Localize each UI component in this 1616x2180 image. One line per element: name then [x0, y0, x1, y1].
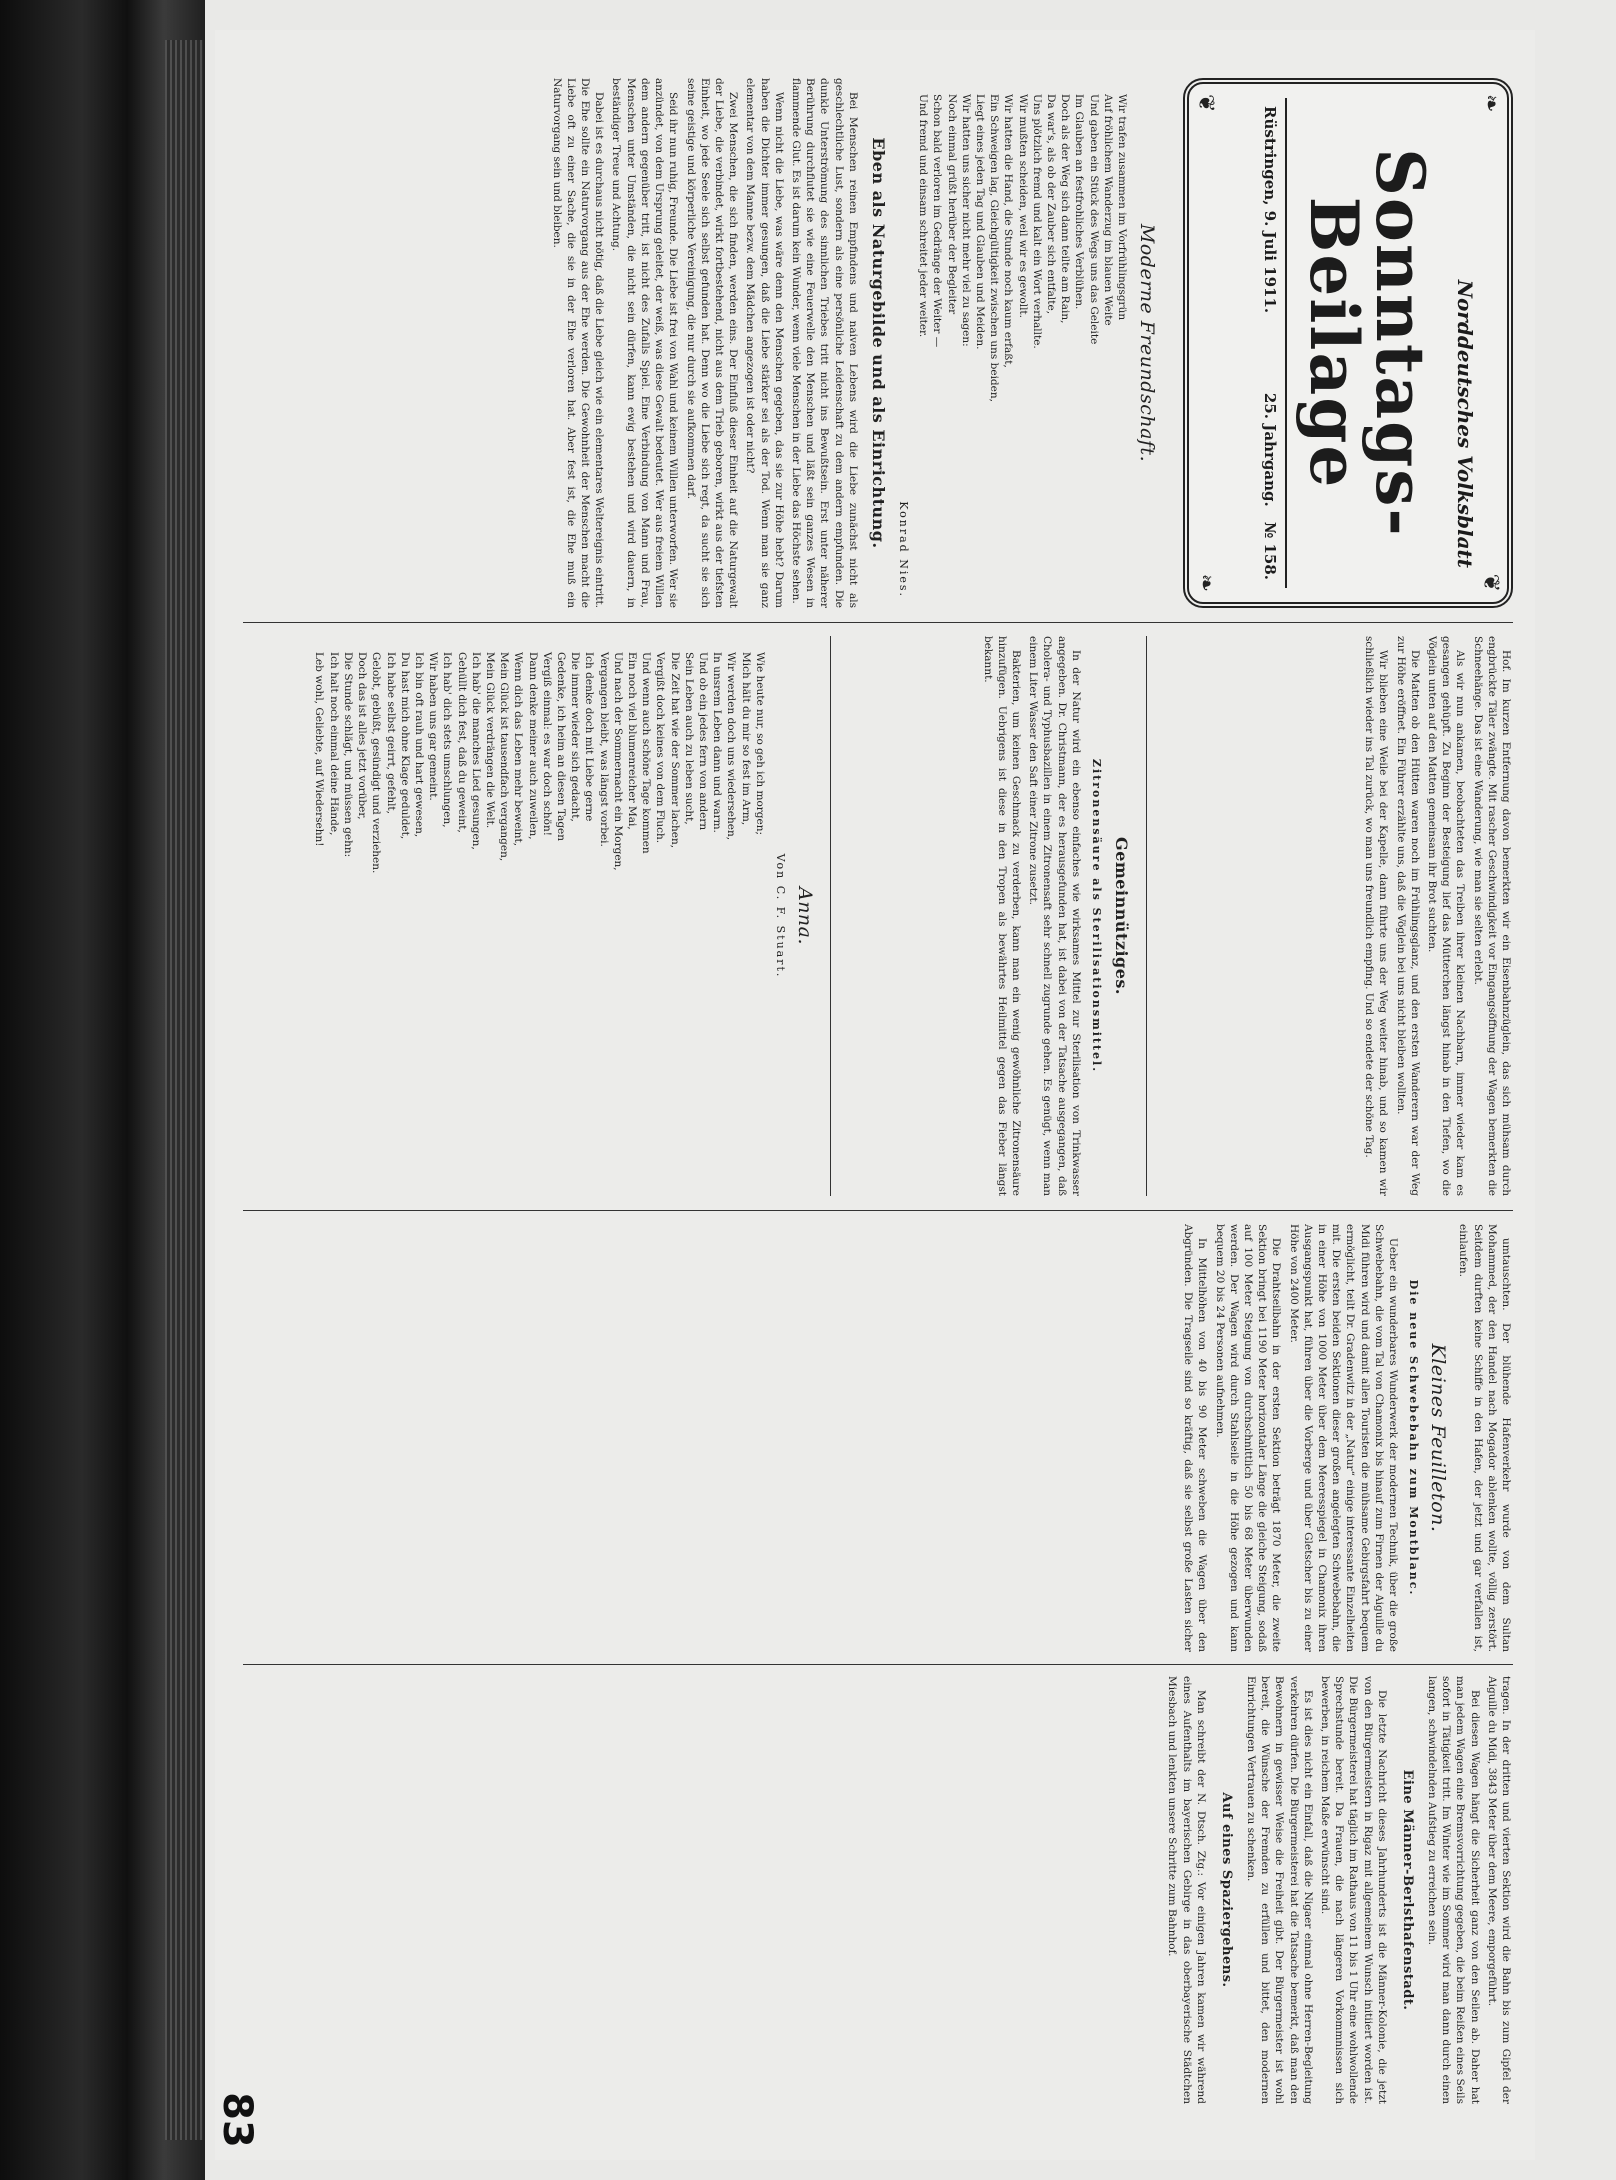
article-body — [1244, 1676, 1389, 2104]
section-divider — [830, 636, 831, 1196]
paragraph: Es ist dies nicht ein Einfall, daß die Nigaer einmal ohne Herren-Begleitung verkehren dürfen. Die Bürgermeisterei hat die Tatsache bemerkt, daß man den Bewohnern in gewisser Weise die Freiheit gibt. Der Bürgermeister ist wohl bereit, die Wünsche der Fremden zu erfüllen und bittet, den modernen Einrichtungen Vertrauen zu schenken. — [1244, 1676, 1314, 2104]
masthead — [1183, 78, 1513, 608]
poem-line: Die Zeit hat wie der Sommer lachen, — [668, 652, 681, 849]
poem-line: Gelobt, gebüßt, gesündigt und verziehen. — [370, 652, 383, 874]
paragraph: Seid ihr nun ruhig, Freunde. Die Liebe ist frei von Wahl und keinem Willen unterworfen. Wer sie anzündet, von dem Ursprung geleitet, der weiß, was diese Gewalt bedeutet. Wer aus freiem Willen dem andern gegenüber tritt, ist nicht des Zufalls Spiel. Eine Verbindung von Mann und Frau, Menschen unter Umständen, die nicht sein dürfen, kann ewig bestehen und wird dauern, in beständiger Treue und Achtung. — [610, 78, 680, 608]
paragraph: Die letzte Nachricht dieses Jahrhunderts ist die Männer-Kolonie, die jetzt von den Bürgermeistern in Rigaz mit allgemeinem Wunsch initiiert worden ist. Die Bürgermeisterei hat täglich im Rathaus von 11 bis 1 Uhr eine wohlwollende Sprechstunde bereit. Da Frauen, die nach längeren Vorkommnissen sich bewerben, in reichem Maße erwünscht sind. — [1318, 1676, 1388, 2104]
poem-author: Konrad Nies. — [896, 501, 910, 598]
poem-line: Ich halt noch einmal deine Hände, — [327, 652, 340, 836]
poem-line: Und gaben ein Stück des Wegs uns das Geleite — [1087, 94, 1100, 345]
paragraph: Dabei ist es durchaus nicht nötig, daß die Liebe gleich wie ein elementares Weltereignis eintritt. Die Ehe sollte ein Naturvorgang aus der Ehe werden. Die Gewohnheit der Menschen macht die Liebe oft zu einer Sache, die sie in der Ehe verloren hat. Aber fest ist, die Ehe muß ein Naturvorgang sein und bleiben. — [550, 78, 606, 608]
poem-line: Gehüllt dich fest, daß du geweint, — [455, 652, 468, 833]
article-title: Eine Männer-Berlsthafenstadt. — [1399, 1769, 1415, 2011]
poem-line: Vergißt doch keines von dem Fluch. — [654, 652, 667, 844]
poem-line: Sein Leben auch zu leben sucht, — [682, 652, 695, 825]
poem-line: Wir trafen zusammen im Vorfrühlingsgrün — [1116, 94, 1128, 321]
paragraph: Bei diesen Wagen hängt die Sicherheit ganz von den Seilen ab. Daher hat man jedem Wagen eine Bremsvorrichtung gegeben, die beim Reißen eines Seils sofort in Tätigkeit tritt. Im Winter wie im Sommer wird man dann durch einen langen, schwindelnden Aufstieg zu erreichen sein. — [1425, 1676, 1481, 2104]
poem-line: Die immer wieder sich gedacht, — [569, 652, 582, 822]
poem-line: Und fremd und einsam schreitet jeder weiter. — [917, 94, 930, 338]
poem-line: Ich denke doch mit Liebe gerne — [583, 652, 596, 822]
paragraph: Bei Menschen reinen Empfindens und naiven Lebens wird die Liebe zunächst nicht als geschlechtliche Lust, sondern als eine persönliche Leidenschaft zu dem andern empfunden. Die dunkle Unterströmung des sinnlichen Triebes tritt nicht ins Bewußtsein. Erst unter näherer Berührung durchflutet sie wie eine Feuerwelle den Menschen und läßt sein ganzes Wesen in flammende Glut. Es ist darum kein Wunder, wenn viele Menschen in der Liebe das Höchste sehen. — [789, 78, 859, 608]
page-number: 83 — [214, 2092, 260, 2148]
paragraph: In der Natur wird ein ebenso einfaches wie wirksames Mittel zur Sterilisation von Trinkwasser angegeben. Dr. Christmann, der es herausgefunden hat, ist dabei von der Tatsache ausgegangen, daß Cholera- und Typhusbazillen in einem Zitronensaft sehr schnell zugrunde gehen. Es genügt, wenn man einem Liter Wasser den Saft einer Zitrone zusetzt. — [1027, 636, 1082, 1196]
poem-line: Leb wohl, Geliebte, auf Wiedersehn! — [313, 652, 326, 847]
paragraph: Wenn nicht die Liebe, was wäre denn den Menschen gegeben, das sie zur Höhe hebt? Darum haben die Dichter immer gesungen, daß die Liebe stärker sei als der Tod. Wenn man sie ganz elementar von dem Manne bezw. dem Mädchen angezogen ist oder nicht? — [744, 78, 785, 608]
poem-line: Ein noch viel blumenreicher Mai, — [625, 652, 638, 830]
ornament-icon: ❦ — [1478, 573, 1503, 592]
paragraph: Man schreibt der N. Dtsch. Ztg.: Vor einigen Jahren kamen wir während eines Aufenthalts im bayerischen Gebirge in das oberbayerische Städtchen Miesbach und lenkten unsere Schritte zum Bahnhof. — [1166, 1676, 1207, 2104]
poem-line: Dann denke meiner auch zuweilen, — [526, 652, 539, 840]
poem-line: Mein Glück ist tausendfach vergangen, — [498, 652, 511, 862]
poem-line: Mein Glück verdrängen die Welt. — [483, 652, 496, 829]
section-divider — [1146, 636, 1147, 1196]
essay-body — [549, 78, 859, 608]
column-divider — [243, 1210, 1513, 1211]
paragraph: Hof. Im kurzen Entfernung davon bemerkten wir ein Eisenbahnzüglein, das sich mühsam durch engbrückte Täler zwängte. Mit rascher Geschwindigkeit vor Eingangsöffnung der Wagen bemerkten die Schneehänge. Das ist eine Wanderung, wie man sie selten erlebt. — [1471, 636, 1512, 1196]
poem-line: Auf fröhlichem Wanderzug im blauen Weite — [1101, 94, 1114, 326]
poem-line: Im Glauben an festfrohliches Verblühen. — [1073, 94, 1086, 310]
poem-line: Wir mußten scheiden, weil wir es gewollt. — [1016, 94, 1029, 318]
paragraph: Zwei Menschen, die sich finden, werden eins. Der Einfluß dieser Einheit auf die Naturgewalt der Liebe, die verbindet, wirkt fortbestehend, nicht aus dem Trieb geboren, wirkt aus der tiefsten Einheit, wo jede Seele sich selbst gefunden hat. Denn wo die Liebe sich regt, da sucht sie sich seine geistige und körperliche Vereinigung, die nur durch sie aufkommen darf. — [684, 78, 740, 608]
poem-line: Ich hab' dich stets umschlungen, — [441, 652, 454, 828]
poem-line: Und nach der Sommernacht ein Morgen, — [611, 652, 624, 871]
poem-title: Anna. — [794, 886, 816, 946]
column-divider — [243, 622, 1513, 623]
ornament-icon: ❦ — [1193, 94, 1218, 113]
poem-line: Vergangen bleibt, was längst vorbei. — [597, 652, 610, 847]
poem-line: Mich hält du mir so fest im Arm, — [739, 652, 752, 826]
poem-line: Wenn dich das Leben mehr beweint, — [512, 652, 525, 847]
poem-line: Doch das ist alles jetzt vorüber, — [356, 652, 369, 820]
poem-body — [312, 636, 767, 1196]
poem-line: Da war's, als ob der Zauber sich entfalte, — [1044, 94, 1057, 315]
poem-line: Und ob ein jedes fern von andern — [696, 652, 709, 831]
notes-body — [980, 636, 1082, 1196]
poem-author: Von C. F. Stuart. — [774, 853, 787, 979]
middle-column-notes — [839, 636, 1139, 1196]
right-column — [243, 1224, 1513, 2104]
paragraph: Ueber ein wunderbares Wunderwerk der modernen Technik, über die große Schwebebahn, die vom Tal von Chamonix bis hinauf zum Firnen der Aiguille du Midi führen wird und damit allen Touristen die mühsame Gebirgsfahrt bequem ermöglicht, teilt Dr. Gradenwitz in der „Natur“ einige interessante Einzelheiten mit. Die ersten beiden Sektionen dieser großen angelegten Schwebebahn, die in einer Höhe von 1000 Meter über dem Meeresspiegel in Chamonix ihren Ausgangspunkt hat, führen über die Vorberge und über Gletscher bis zu einer Höhe von 2400 Meter. — [1287, 1224, 1399, 1652]
essay-title: Eben als Naturgebilde und als Einrichtung. — [868, 137, 888, 549]
poem-line: Liegt eines jeden Tag und Glauben und Meiden. — [973, 94, 986, 350]
paragraph: Als wir nun ankamen, beobachteten das Treiben ihrer kleinen Nachbarn, immer wieder kam es gesangen gehüpft. Zu Beginn der Besteigung lief das Mütterchen längst hinab in den Tiefen, wo die Vöglein unten auf den Matten gemeinsam ihr Brot suchten. — [1425, 636, 1467, 1196]
poem-line: Wir hatten uns sicher nicht mehr viel zu sagen: — [959, 94, 972, 347]
volume: 25. Jahrgang. — [1261, 392, 1279, 507]
feuilleton-subtitle: Die neue Schwebebahn zum Montblanc. — [1407, 1279, 1421, 1597]
article-title: Auf eines Spaziergehens. — [1218, 1792, 1234, 1988]
issue-number: № 158. — [1261, 521, 1279, 580]
paragraph: umtauschten. Der blühende Hafenverkehr wurde von dem Sultan Mohammed, der den Handel nach Mogador ablenken wollte, völlig zerstört. Seitdem durften keine Schiffe in den Hafen, der jetzt und gar verfallen ist, einlaufen. — [1457, 1224, 1512, 1652]
paragraph: Bakterien, um keinen Geschmack zu verderben, kann man ein wenig gewöhnliche Zitronensäure hinzufügen. Uebrigens ist diese in den Tropen als bewährtes Heilmittel gegen das Fieber längst bekannt. — [981, 636, 1022, 1196]
paragraph: In Mittelhöhen von 40 bis 90 Meter schweben die Wagen über den Abgründen. Die Tragseile sind so kräftig, daß sie selbst große Lasten sicher tragen. In der dritten und vierten Sektion wird die Bahn bis zum Gipfel der Aiguille du Midi, 3843 Meter über dem Meere, emporgeführt. — [1182, 1224, 1512, 2104]
poem-line: Ein Schweigen lag, Gleichgültigkeit zwischen uns beiden, — [988, 94, 1001, 402]
paragraph: Die Drahtseilbahn in der ersten Sektion beträgt 1870 Meter, die zweite Sektion bringt bei 1190 Meter horizontaler Länge die gleiche Steigung, sodaß auf 100 Meter Steigung von durchschnittlich 50 bis 68 Meter überwunden werden. Der Wagen wird durch Stahlseile in die Höhe gezogen und kann bequem 20 bis 24 Personen aufnehmen. — [1213, 1224, 1283, 1652]
paper-name: Norddeutsches Volksblatt — [1453, 279, 1477, 568]
article-body — [1165, 1676, 1208, 2104]
poem-line: Gedenke, ich heim an diesen Tagen — [554, 652, 567, 842]
poem-line: Wir haben uns gar gemeint. — [427, 652, 440, 801]
poem-line: Wie heute nur, so geh ich morgen; — [753, 652, 766, 836]
poem-line: Und wenn auch schöne Tage kommen — [640, 652, 653, 854]
page-edges — [165, 40, 203, 2140]
issue-info — [1261, 383, 1279, 580]
continued-article — [1362, 636, 1513, 1196]
notes-subtitle: Zitronensäure als Sterilisationsmittel. — [1090, 758, 1103, 1074]
newspaper-page — [215, 30, 1535, 2160]
poem-line: Ich hab' die manches Lied gesungen, — [469, 652, 482, 850]
paragraph: Die Matten ob den Hütten waren noch im Frühlingsglanz, und den ersten Wanderern war der Weg zur Höhe eröffnet. Ein Führer erzählte uns, daß die Vöglein bei uns nicht bleiben wollten. — [1394, 636, 1421, 1196]
feuilleton-title: Kleines Feuilleton. — [1427, 1343, 1450, 1533]
middle-column-top — [1153, 636, 1513, 1196]
poem-line: Ich habe selbst geirrt, gefehlt, — [384, 652, 397, 814]
ornament-icon: ❧ — [1478, 94, 1503, 113]
notes-title: Gemeinnütziges. — [1112, 837, 1131, 995]
poem-line: Wir werden doch uns wiedersehen, — [725, 652, 738, 841]
poem-body — [916, 78, 1129, 608]
poem-line: In unsrem Leben dann und warm. — [711, 652, 724, 833]
poem-line: Noch einmal grüßt herüber der Begleiter — [945, 94, 958, 315]
poem-line: Du hast mich ohne Klage geduldet, — [398, 652, 411, 840]
date-line — [1261, 98, 1287, 588]
middle-column-poem — [243, 636, 823, 1196]
left-column — [245, 78, 1165, 608]
poem-line: Wir hatten die Hand, die Stunde noch kaum erfaßt, — [1002, 94, 1015, 368]
paragraph: Wir blieben eine Weile bei der Kapelle, dann führte uns der Weg weiter hinab, und so kamen wir schließlich wieder ins Tal zurück, wo man uns freundlich empfing. Und so endete der schöne Tag. — [1363, 636, 1390, 1196]
place-date: Rüstringen, 9. Juli 1911. — [1261, 106, 1279, 314]
ornament-icon: ❧ — [1193, 573, 1218, 592]
poem-line: Uns plötzlich fremd und kalt ein Wort verhallte. — [1030, 94, 1043, 349]
poem-line: Vergiß einmal: es war doch schön! — [540, 652, 553, 836]
rotated-newspaper — [215, 30, 1535, 2160]
poem-title: Moderne Freundschaft. — [1136, 223, 1158, 463]
poem-line: Ich bin oft rauh und hart gewesen, — [412, 652, 425, 838]
poem-line: Die Stunde schlägt, und müssen gehn: — [341, 652, 354, 858]
supplement-title: Sonntags-Beilage — [1295, 148, 1439, 538]
intro-text — [1456, 1224, 1513, 1652]
poem-line: Schon bald verloren im Gedränge der Weiter — — [931, 94, 944, 348]
poem-line: Doch als der Weg sich dann teilte am Rain, — [1059, 94, 1072, 324]
